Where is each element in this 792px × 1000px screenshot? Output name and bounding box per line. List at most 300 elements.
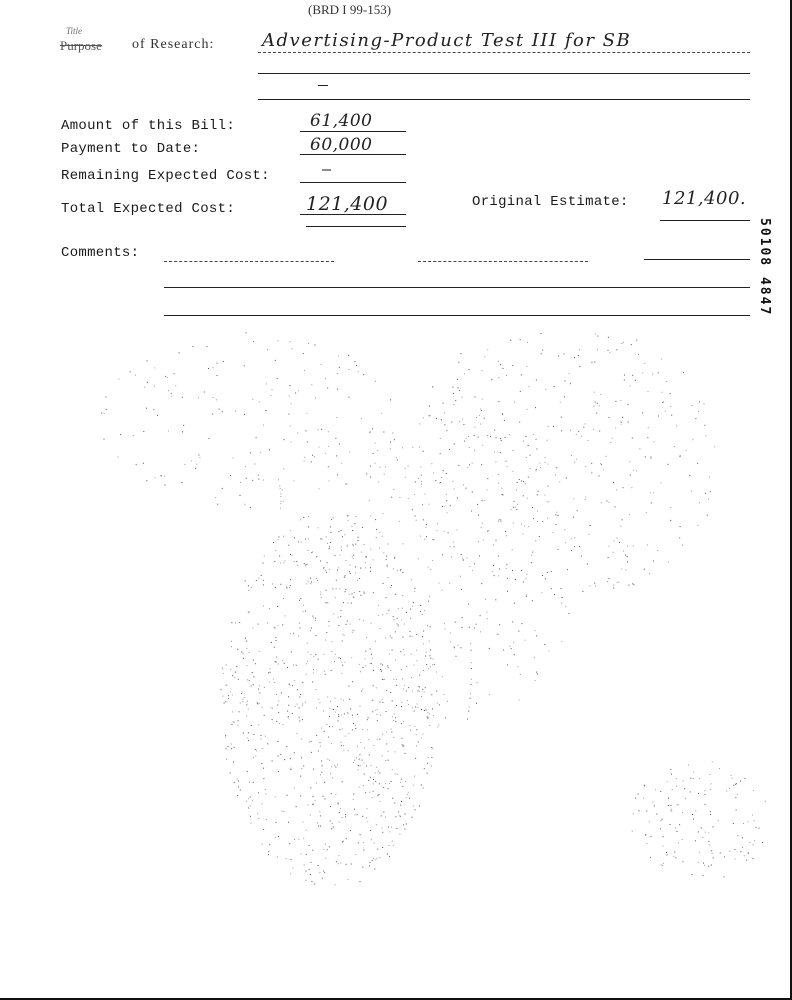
speckle: [621, 424, 622, 425]
speckle: [431, 747, 432, 748]
speckle: [615, 506, 616, 507]
speckle: [432, 664, 433, 665]
speckle: [264, 715, 265, 716]
speckle: [303, 517, 304, 518]
speckle: [382, 699, 383, 700]
speckle: [328, 737, 329, 738]
speckle: [236, 666, 237, 667]
speckle: [547, 501, 548, 502]
speckle: [164, 476, 165, 477]
speckle: [300, 795, 301, 796]
speckle: [160, 475, 161, 476]
speckle: [351, 526, 352, 527]
speckle: [370, 830, 371, 831]
speckle: [350, 624, 351, 625]
speckle: [179, 352, 180, 353]
speckle: [405, 814, 406, 815]
speckle: [344, 635, 345, 636]
speckle: [553, 532, 554, 533]
speckle: [401, 702, 402, 703]
speckle: [435, 480, 436, 481]
speckle: [578, 355, 579, 356]
speckle: [376, 529, 377, 530]
speckle: [397, 774, 398, 775]
speckle: [494, 575, 495, 576]
speckle: [740, 851, 741, 852]
speckle: [670, 507, 671, 508]
speckle: [330, 806, 331, 807]
speckle: [469, 627, 470, 628]
speckle: [373, 745, 374, 746]
speckle: [248, 585, 249, 586]
speckle: [390, 670, 391, 671]
speckle: [470, 643, 471, 644]
speckle: [342, 728, 343, 729]
speckle: [320, 594, 321, 595]
speckle: [677, 804, 678, 805]
speckle: [369, 792, 370, 793]
speckle: [371, 654, 372, 655]
speckle: [391, 781, 392, 782]
speckle: [318, 699, 319, 700]
speckle: [466, 438, 467, 439]
speckle: [343, 750, 344, 751]
speckle: [252, 399, 253, 400]
speckle: [279, 556, 280, 557]
speckle: [704, 790, 705, 791]
speckle: [531, 555, 532, 556]
speckle: [226, 748, 227, 749]
speckle: [334, 884, 335, 885]
speckle: [522, 533, 523, 534]
speckle: [709, 774, 710, 775]
speckle: [130, 371, 131, 372]
speckle: [133, 435, 134, 436]
speckle: [542, 521, 543, 522]
speckle: [350, 708, 351, 709]
speckle: [517, 504, 518, 505]
speckle: [259, 685, 260, 686]
speckle: [400, 651, 401, 652]
speckle: [327, 849, 328, 850]
speckle: [195, 468, 196, 469]
speckle: [683, 372, 684, 373]
speckle: [283, 501, 284, 502]
speckle: [523, 481, 524, 482]
speckle: [536, 379, 537, 380]
speckle: [393, 679, 394, 680]
speckle: [636, 470, 637, 471]
speckle: [338, 567, 339, 568]
speckle: [225, 735, 226, 736]
speckle: [283, 562, 284, 563]
speckle: [215, 497, 216, 498]
speckle: [377, 720, 378, 721]
speckle: [349, 699, 350, 700]
speckle: [490, 436, 491, 437]
speckle: [403, 543, 404, 544]
speckle: [275, 587, 276, 588]
speckle: [219, 409, 220, 410]
speckle: [181, 482, 182, 483]
speckle: [541, 333, 542, 334]
speckle: [478, 541, 479, 542]
speckle: [471, 650, 472, 651]
speckle: [421, 475, 422, 476]
speckle: [513, 507, 514, 508]
speckle: [224, 703, 225, 704]
speckle: [740, 781, 741, 782]
speckle: [446, 430, 447, 431]
speckle: [268, 854, 269, 855]
speckle: [520, 391, 521, 392]
speckle: [368, 739, 369, 740]
speckle: [444, 628, 445, 629]
speckle: [373, 592, 374, 593]
comments-line-1a: [164, 261, 334, 262]
speckle: [291, 442, 292, 443]
speckle: [705, 804, 706, 805]
speckle: [325, 602, 326, 603]
speckle: [101, 413, 102, 414]
speckle: [443, 403, 444, 404]
speckle: [319, 488, 320, 489]
speckle: [705, 435, 706, 436]
speckle: [311, 741, 312, 742]
speckle: [235, 623, 236, 624]
speckle: [266, 819, 267, 820]
speckle: [261, 575, 262, 576]
speckle: [506, 375, 507, 376]
speckle: [345, 589, 346, 590]
speckle: [512, 549, 513, 550]
speckle: [330, 773, 331, 774]
speckle: [676, 786, 677, 787]
speckle: [310, 787, 311, 788]
speckle: [307, 550, 308, 551]
speckle: [499, 519, 500, 520]
speckle: [284, 560, 285, 561]
speckle: [265, 736, 266, 737]
speckle: [678, 804, 679, 805]
speckle: [347, 546, 348, 547]
speckle: [402, 447, 403, 448]
speckle: [469, 566, 470, 567]
speckle: [536, 449, 537, 450]
speckle: [290, 426, 291, 427]
speckle: [278, 479, 279, 480]
speckle: [642, 412, 643, 413]
speckle: [367, 729, 368, 730]
speckle: [330, 708, 331, 709]
speckle: [516, 509, 517, 510]
speckle: [296, 733, 297, 734]
speckle: [437, 726, 438, 727]
speckle: [534, 657, 535, 658]
speckle: [513, 522, 514, 523]
speckle: [603, 469, 604, 470]
speckle: [467, 467, 468, 468]
speckle: [518, 666, 519, 667]
speckle: [582, 591, 583, 592]
speckle: [238, 787, 239, 788]
speckle: [320, 538, 321, 539]
speckle: [661, 864, 662, 865]
speckle: [423, 788, 424, 789]
speckle: [380, 669, 381, 670]
speckle: [348, 520, 349, 521]
speckle: [433, 658, 434, 659]
speckle: [523, 495, 524, 496]
comments-line-1c: [644, 259, 750, 260]
speckle: [536, 470, 537, 471]
speckle: [735, 810, 736, 811]
speckle: [382, 702, 383, 703]
speckle: [370, 549, 371, 550]
speckle: [146, 408, 147, 409]
speckle: [393, 568, 394, 569]
speckle: [299, 697, 300, 698]
speckle: [198, 397, 199, 398]
speckle: [668, 805, 669, 806]
speckle: [594, 362, 595, 363]
speckle: [298, 635, 299, 636]
speckle: [460, 576, 461, 577]
speckle: [329, 716, 330, 717]
speckle: [261, 763, 262, 764]
speckle: [161, 475, 162, 476]
speckle: [381, 670, 382, 671]
speckle: [344, 577, 345, 578]
speckle: [414, 776, 415, 777]
speckle: [522, 623, 523, 624]
speckle: [375, 381, 376, 382]
speckle: [396, 457, 397, 458]
speckle: [433, 748, 434, 749]
speckle: [398, 624, 399, 625]
speckle: [646, 512, 647, 513]
speckle: [143, 431, 144, 432]
speckle: [608, 502, 609, 503]
speckle: [414, 711, 415, 712]
speckle: [421, 696, 422, 697]
speckle: [676, 778, 677, 779]
speckle: [199, 457, 200, 458]
speckle: [689, 475, 690, 476]
speckle: [561, 430, 562, 431]
speckle: [656, 814, 657, 815]
speckle: [424, 768, 425, 769]
speckle: [617, 538, 618, 539]
speckle: [365, 658, 366, 659]
speckle: [358, 540, 359, 541]
speckle: [381, 815, 382, 816]
speckle: [514, 402, 515, 403]
speckle: [551, 571, 552, 572]
speckle: [565, 381, 566, 382]
speckle: [422, 614, 423, 615]
speckle: [574, 357, 575, 358]
speckle: [325, 844, 326, 845]
speckle: [487, 349, 488, 350]
payment-to-date-line: [300, 154, 406, 155]
speckle: [403, 824, 404, 825]
speckle: [325, 640, 326, 641]
speckle: [520, 674, 521, 675]
speckle: [652, 802, 653, 803]
speckle: [136, 464, 137, 465]
speckle: [385, 638, 386, 639]
speckle: [413, 806, 414, 807]
speckle: [274, 627, 275, 628]
speckle: [370, 477, 371, 478]
speckle: [395, 721, 396, 722]
speckle: [330, 532, 331, 533]
speckle: [303, 611, 304, 612]
speckle: [294, 752, 295, 753]
speckle: [502, 414, 503, 415]
speckle: [392, 700, 393, 701]
speckle: [391, 827, 392, 828]
speckle: [705, 493, 706, 494]
speckle: [729, 851, 730, 852]
speckle: [296, 806, 297, 807]
speckle: [389, 653, 390, 654]
remaining-expected-cost-value: —: [322, 162, 332, 179]
speckle: [358, 769, 359, 770]
speckle: [414, 588, 415, 589]
speckle: [306, 583, 307, 584]
speckle: [363, 620, 364, 621]
speckle: [456, 656, 457, 657]
speckle: [206, 346, 207, 347]
speckle: [720, 853, 721, 854]
speckle: [762, 842, 763, 843]
speckle: [300, 776, 301, 777]
speckle: [398, 626, 399, 627]
speckle: [536, 469, 537, 470]
speckle: [547, 486, 548, 487]
speckle: [258, 479, 259, 480]
speckle: [402, 678, 403, 679]
speckle: [263, 829, 264, 830]
speckle: [616, 349, 617, 350]
speckle: [711, 783, 712, 784]
speckle: [330, 526, 331, 527]
speckle: [259, 692, 260, 693]
speckle: [478, 437, 479, 438]
speckle: [373, 670, 374, 671]
speckle: [335, 698, 336, 699]
speckle: [294, 537, 295, 538]
speckle: [496, 540, 497, 541]
speckle: [172, 396, 173, 397]
speckle: [564, 354, 565, 355]
speckle: [369, 432, 370, 433]
speckle: [333, 517, 334, 518]
speckle: [680, 455, 681, 456]
speckle: [185, 464, 186, 465]
speckle: [366, 817, 367, 818]
side-document-code: 50108 4847: [757, 218, 772, 317]
speckle: [283, 536, 284, 537]
speckle: [555, 474, 556, 475]
speckle: [372, 700, 373, 701]
speckle: [342, 665, 343, 666]
speckle: [388, 667, 389, 668]
speckle: [526, 436, 527, 437]
speckle: [394, 802, 395, 803]
speckle: [395, 773, 396, 774]
speckle: [289, 587, 290, 588]
speckle: [724, 876, 725, 877]
speckle: [387, 566, 388, 567]
speckle: [414, 591, 415, 592]
speckle: [241, 693, 242, 694]
speckle: [287, 711, 288, 712]
speckle: [570, 383, 571, 384]
speckle: [561, 603, 562, 604]
speckle: [519, 479, 520, 480]
speckle: [495, 599, 496, 600]
speckle: [408, 704, 409, 705]
speckle: [535, 540, 536, 541]
speckle: [391, 497, 392, 498]
speckle: [375, 781, 376, 782]
speckle: [390, 399, 391, 400]
speckle: [382, 664, 383, 665]
speckle: [375, 859, 376, 860]
original-estimate-line: [660, 220, 750, 221]
speckle: [363, 591, 364, 592]
speckle: [416, 650, 417, 651]
speckle: [632, 831, 633, 832]
speckle: [471, 679, 472, 680]
speckle: [305, 565, 306, 566]
speckle: [600, 463, 601, 464]
speckle: [342, 641, 343, 642]
speckle: [541, 353, 542, 354]
speckle: [255, 749, 256, 750]
speckle: [539, 462, 540, 463]
speckle: [358, 765, 359, 766]
speckle: [296, 561, 297, 562]
speckle: [154, 367, 155, 368]
speckle: [278, 756, 279, 757]
speckle: [294, 839, 295, 840]
speckle: [398, 608, 399, 609]
speckle: [338, 863, 339, 864]
speckle: [621, 422, 622, 423]
speckle: [290, 554, 291, 555]
speckle: [470, 693, 471, 694]
speckle: [412, 707, 413, 708]
speckle: [752, 815, 753, 816]
speckle: [713, 857, 714, 858]
speckle: [412, 509, 413, 510]
speckle: [311, 862, 312, 863]
speckle: [705, 832, 706, 833]
speckle: [372, 658, 373, 659]
speckle: [388, 788, 389, 789]
speckle: [652, 373, 653, 374]
speckle: [311, 384, 312, 385]
speckle: [709, 845, 710, 846]
speckle: [351, 864, 352, 865]
speckle: [646, 811, 647, 812]
speckle: [402, 786, 403, 787]
speckle: [737, 794, 738, 795]
